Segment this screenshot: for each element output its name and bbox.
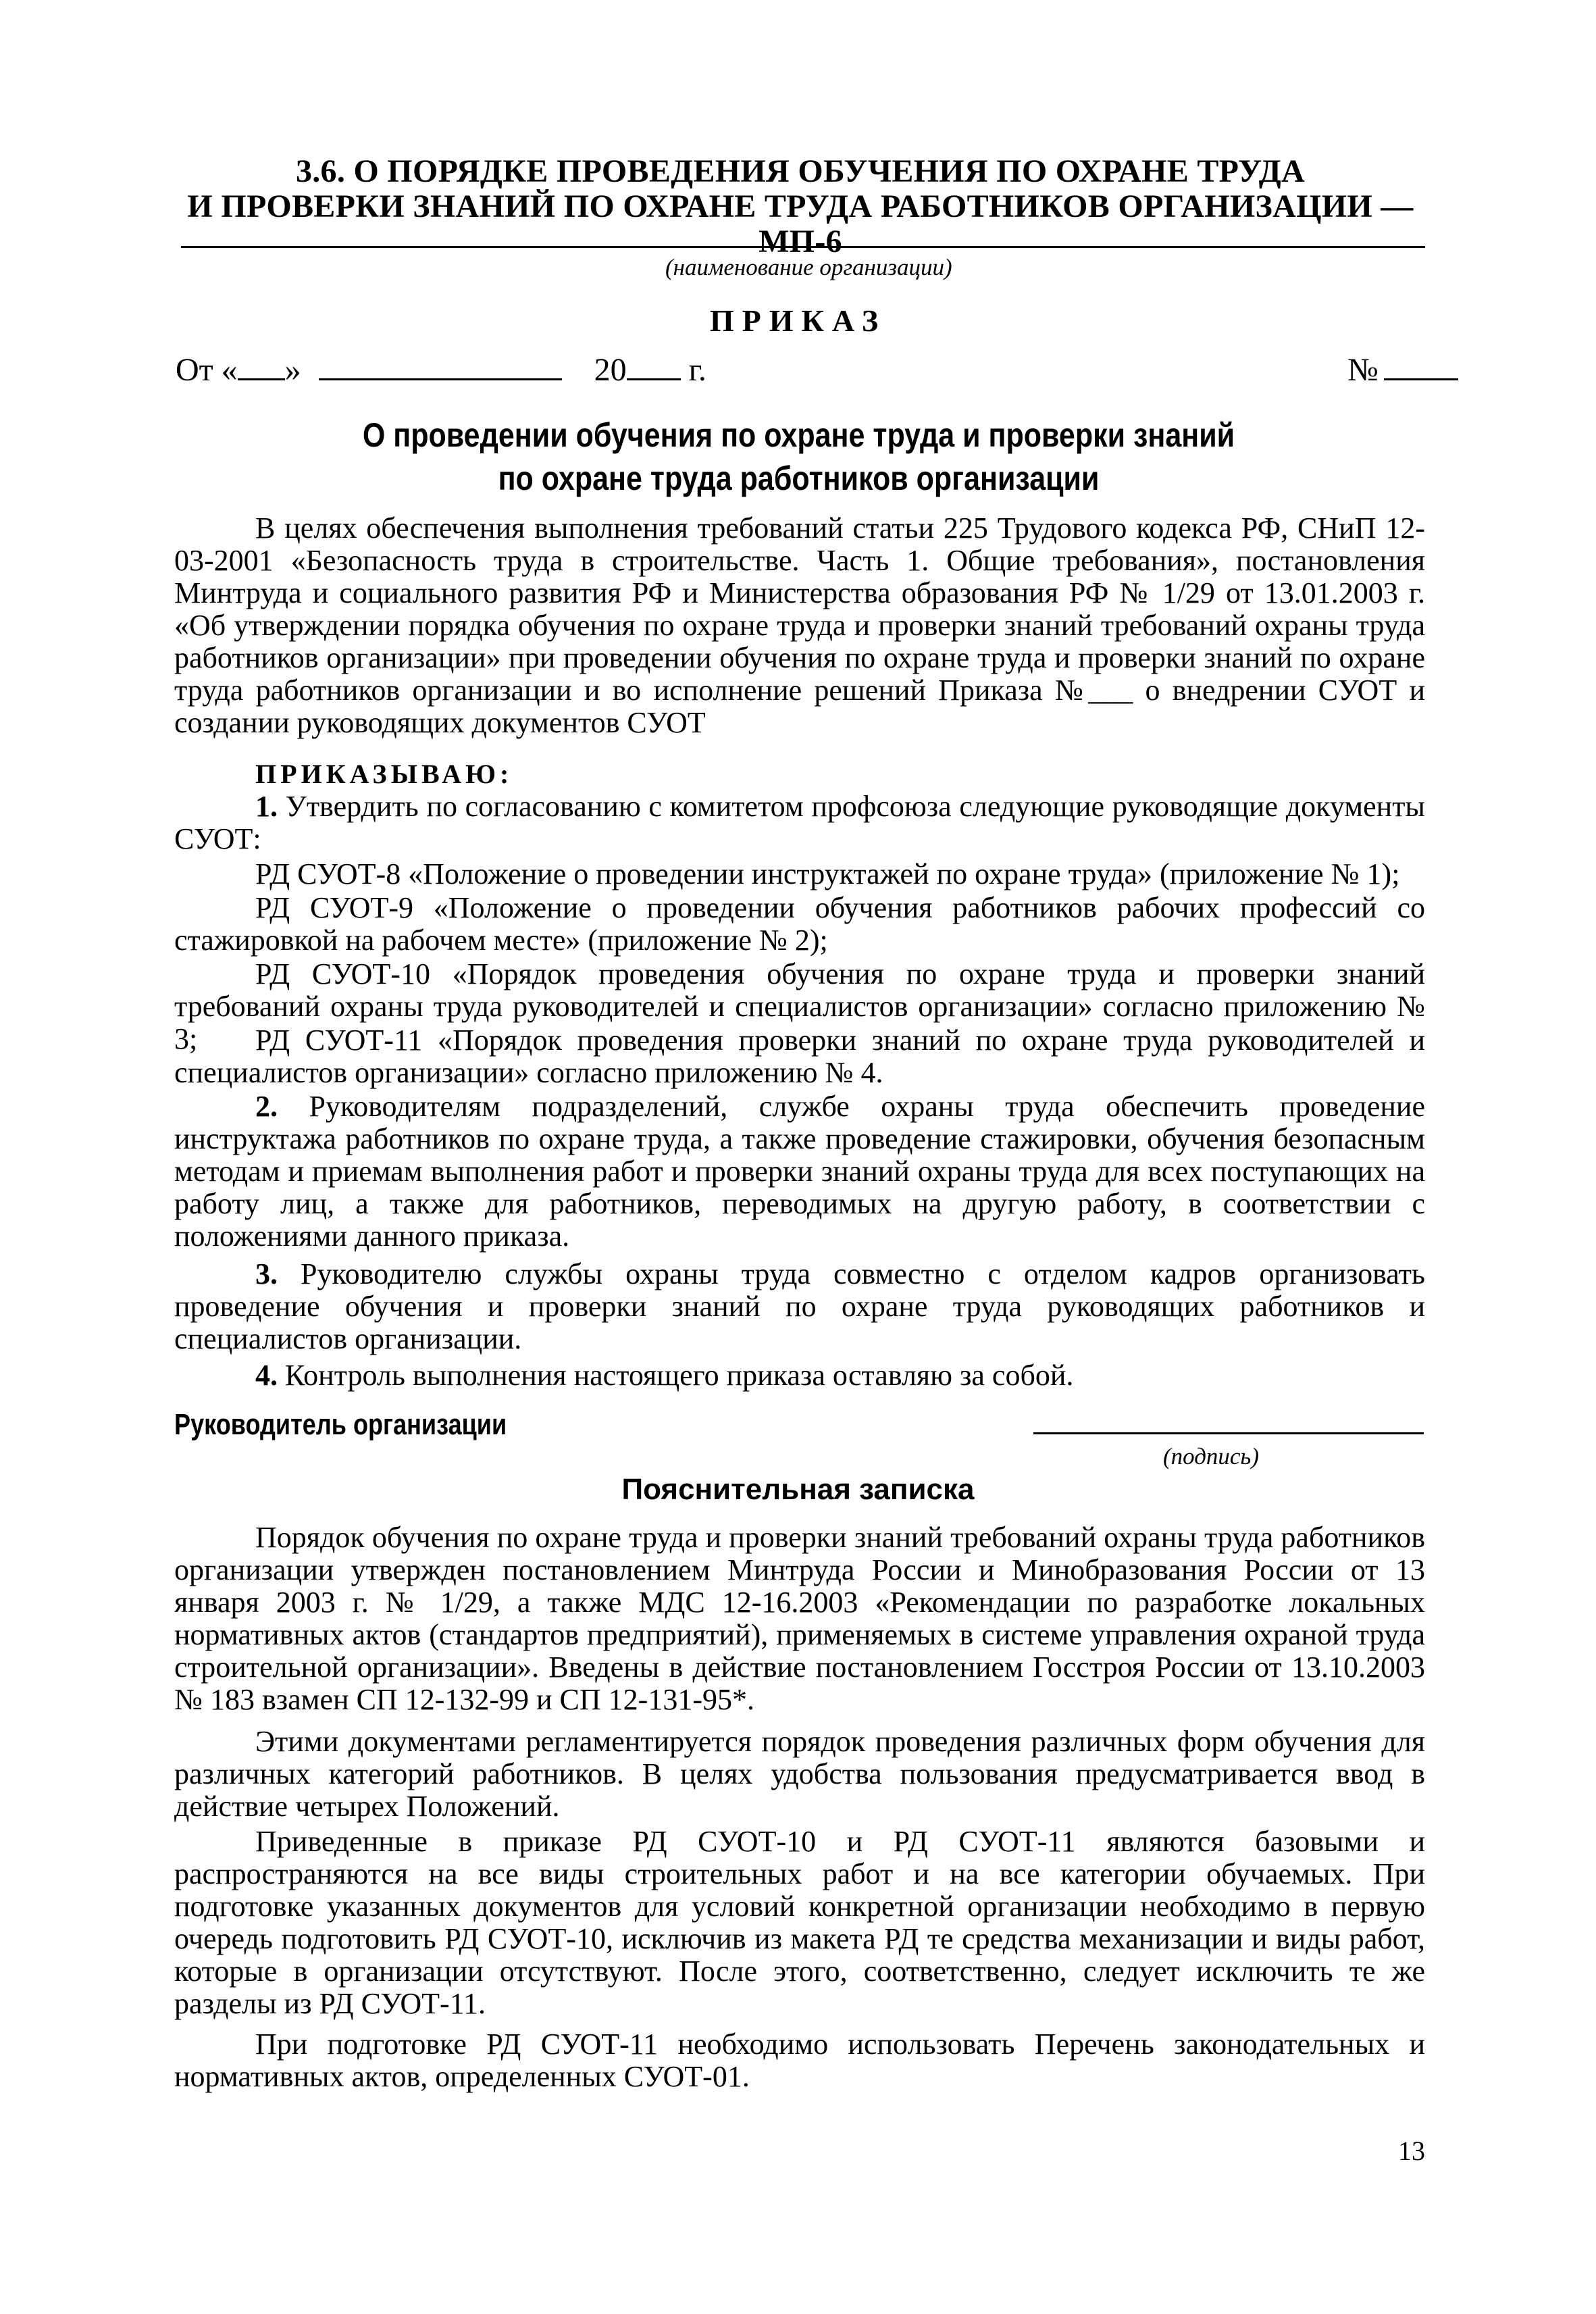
order-number — [1347, 351, 1458, 388]
order-subject-line-1: О проведении обучения по охране труда и проверки знаний — [362, 416, 1235, 454]
item-rd-suot-9: РД СУОТ-9 «Положение о проведении обучения работников рабочих профессий со стажировкой на рабочем месте» (приложение № 2); — [174, 891, 1425, 957]
organization-caption: (наименование организации) — [665, 254, 952, 280]
year-suffix: г. — [688, 352, 706, 388]
item-rd-suot-8: РД СУОТ-8 «Положение о проведении инструктажей по охране труда» (приложение № 1); — [255, 857, 1400, 890]
order-subject-line-2: по охране труда работников организации — [498, 459, 1100, 497]
note-paragraph-1: Порядок обучения по охране труда и проверки знаний требований охраны труда работников организации утвержден постановлением Минтруда России и Минобразования России от 13 января 2003 г. № 1/29, а также МДС 12-16.2003 «Рекомендации по разработке локальных нормативных актов (стандартов предприятий), применяемых в системе управления охраной труда строительной организации». Введены в действие постановлением Госстроя России от 13.10.2003 № 183 взамен СП 12-132-99 и СП 12-131-95*. — [174, 1521, 1425, 1716]
item-4 — [174, 1359, 1425, 1392]
item-4-number: 4. — [255, 1359, 278, 1392]
explanatory-note-title: Пояснительная записка — [621, 1473, 975, 1506]
item-1 — [174, 790, 1425, 855]
order-subject — [286, 413, 1312, 500]
item-4-text: Контроль выполнения настоящего приказа оставляю за собой. — [285, 1359, 1074, 1392]
item-1-text: Утвердить по согласованию с комитетом профсоюза следующие руководящие документы СУОТ: — [174, 790, 1425, 855]
order-word: ПРИКАЗЫВАЮ: — [255, 759, 513, 789]
note-paragraph-2: Этими документами регламентируется порядок проведения различных форм обучения для различных категорий работников. В целях удобства пользования предусматривается ввод в действие четырех Положений. — [174, 1725, 1425, 1823]
date-quote-close: » — [284, 352, 301, 388]
section-heading-line-2: И ПРОВЕРКИ ЗНАНИЙ ПО ОХРАНЕ ТРУДА РАБОТНИКОВ ОРГАНИЗАЦИИ — МП-6 — [187, 188, 1414, 259]
note-paragraph-3: Приведенные в приказе РД СУОТ-10 и РД СУОТ-11 являются базовыми и распространяются на все виды строительных работ и на все категории обучаемых. При подготовке указанных документов для условий конкретной организации необходимо в первую очередь подготовить РД СУОТ-10, исключив из макета РД те средства механизации и виды работ, которые в организации отсутствуют. После этого, соответственно, следует исключить те же разделы из РД СУОТ-11. — [174, 1825, 1425, 2020]
item-2-text: Руководителям подразделений, службе охраны труда обеспечить проведение инструктажа работников по охране труда, а также проведение стажировки, обучения безопасным методам и приемам выполнения работ и проверки знаний охраны труда для всех поступающих на работу лиц, а также для работников, переводимых на другую работу, в соответствии с положениями данного приказа. — [174, 1090, 1426, 1253]
year-prefix: 20 — [594, 352, 627, 388]
item-1-number: 1. — [255, 790, 278, 823]
date-from-label: От « — [176, 352, 238, 388]
item-2 — [174, 1090, 1425, 1253]
item-3-text: Руководителю службы охраны труда совместно с отделом кадров организовать проведение обучения и проверки знаний по охране труда руководящих работников и специалистов организации. — [174, 1257, 1425, 1355]
item-3 — [174, 1258, 1425, 1355]
section-heading-line-1: 3.6. О ПОРЯДКЕ ПРОВЕДЕНИЯ ОБУЧЕНИЯ ПО ОХРАНЕ ТРУДА — [295, 153, 1306, 189]
signature-line — [1033, 1432, 1424, 1434]
page-number: 13 — [1398, 2136, 1425, 2166]
item-rd-suot-11: РД СУОТ-11 «Порядок проведения проверки знаний по охране труда руководителей и специалистов организации» согласно приложению № 4. — [174, 1024, 1425, 1089]
signature-caption: (подпись) — [1163, 1443, 1260, 1469]
signature-label: Руководитель организации — [174, 1408, 507, 1441]
year-blank — [627, 354, 681, 380]
note-paragraph-4: При подготовке РД СУОТ-11 необходимо использовать Перечень законодательных и нормативных актов, определенных СУОТ-01. — [174, 2028, 1425, 2093]
number-blank — [1384, 354, 1458, 380]
day-blank — [238, 354, 285, 380]
item-3-number: 3. — [255, 1257, 278, 1290]
item-rd-suot-10: РД СУОТ-10 «Порядок проведения обучения по охране труда и проверки знаний требований охраны труда руководителей и специалистов организации» согласно приложению № 3; — [174, 957, 1425, 1055]
number-label: № — [1347, 352, 1379, 388]
item-2-number: 2. — [255, 1090, 278, 1123]
month-blank — [319, 354, 562, 380]
preamble-paragraph: В целях обеспечения выполнения требований статьи 225 Трудового кодекса РФ, СНиП 12-03-2001 «Безопасность труда в строительстве. Часть 1. Общие требования», постановления Минтруда и социального развития РФ и Министерства образования РФ № 1/29 от 13.01.2003 г. «Об утверждении порядка обучения по охране труда и проверки знаний требований охраны труда работников организации» при проведении обучения по охране труда и проверки знаний по охране труда работников организации и во исполнение решений Приказа №___ о внедрении СУОТ и создании руководящих документов СУОТ — [174, 511, 1425, 739]
order-title: ПРИКАЗ — [709, 303, 887, 338]
date-line — [176, 351, 706, 388]
organization-name-line — [181, 246, 1425, 248]
